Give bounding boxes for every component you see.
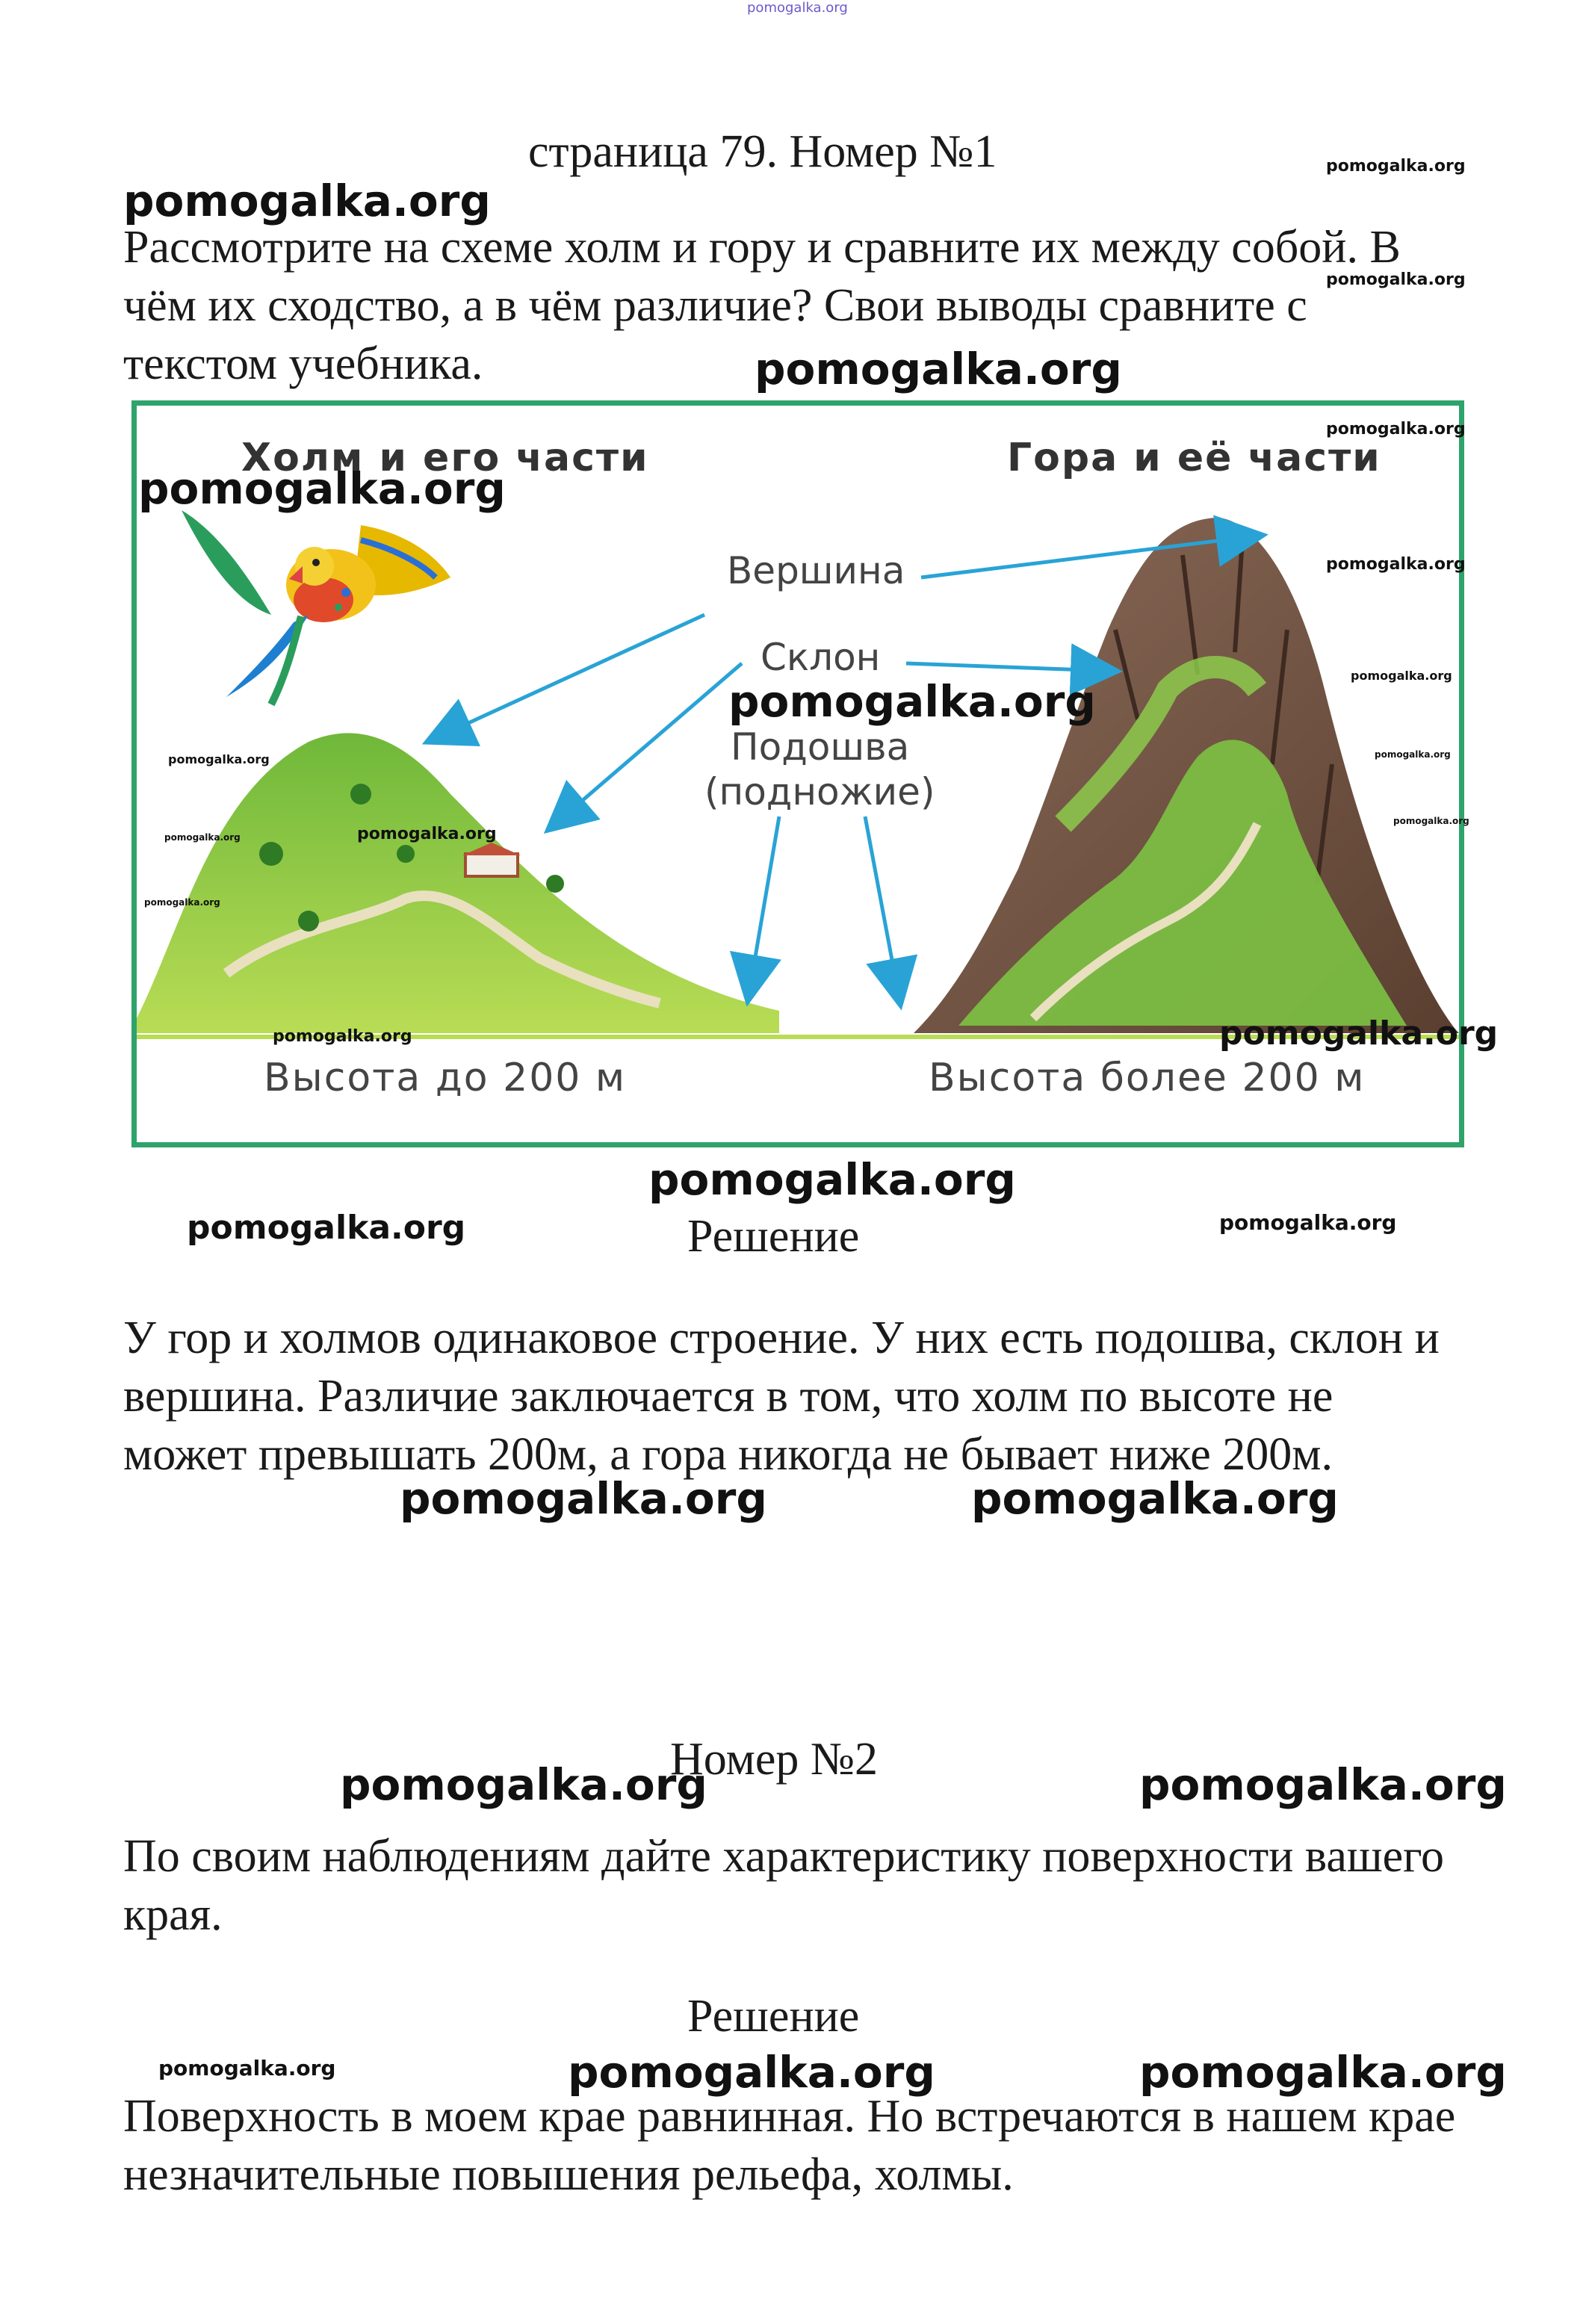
watermark: pomogalka.org (971, 1473, 1339, 1524)
task1-solution-heading: Решение (687, 1211, 860, 1262)
watermark: pomogalka.org (1219, 1210, 1397, 1235)
watermark: pomogalka.org (187, 1209, 466, 1247)
mountain-illustration (914, 518, 1459, 1033)
watermark: pomogalka.org (164, 832, 241, 843)
watermark: pomogalka.org (1139, 1759, 1507, 1810)
hill-illustration (137, 733, 779, 1033)
task2-solution: Поверхность в моем крае равнинная. Но встречаются в нашем крае незначительные повышения рельефа, холмы. (123, 2091, 1456, 2200)
term-base-alt: (подножие) (704, 770, 935, 814)
watermark: pomogalka.org (400, 1473, 767, 1524)
watermark: pomogalka.org (568, 2047, 935, 2098)
task1-solution: У гор и холмов одинаковое строение. У них есть подошва, склон и вершина. Различие заключается в том, что холм по высоте не может превышать 200м, а гора никогда не бывает ниже 200м. (123, 1313, 1440, 1480)
watermark: pomogalka.org (1219, 1014, 1499, 1053)
hill-title: Холм и его части (241, 436, 649, 480)
watermark: pomogalka.org (138, 463, 506, 514)
watermark: pomogalka.org (273, 1027, 412, 1046)
task1-question: Рассмотрите на схеме холм и гору и сравните их между собой. В чём их сходство, а в чём различие? Свои выводы сравните с текстом учебника. (123, 222, 1401, 389)
mountain-title: Гора и её части (1007, 436, 1381, 480)
mountain-height: Высота более 200 м (929, 1056, 1366, 1100)
term-peak: Вершина (727, 549, 905, 592)
parrot-illustration (182, 510, 450, 704)
watermark: pomogalka.org (340, 1759, 707, 1810)
arrow-mountain-base (865, 817, 899, 996)
watermark: pomogalka.org (1139, 2047, 1507, 2098)
watermark: pomogalka.org (158, 2056, 336, 2080)
watermark: pomogalka.org (728, 676, 1096, 727)
watermark: pomogalka.org (1375, 749, 1451, 760)
watermark: pomogalka.org (357, 825, 497, 843)
top-watermark: pomogalka.org (747, 0, 848, 16)
watermark: pomogalka.org (1326, 420, 1466, 439)
watermark: pomogalka.org (168, 752, 270, 766)
task2-question: По своим наблюдениям дайте характеристику поверхности вашего края. (123, 1831, 1444, 1940)
watermark: pomogalka.org (1393, 816, 1469, 826)
hill-height: Высота до 200 м (264, 1056, 627, 1100)
arrow-hill-peak (436, 615, 704, 738)
term-slope: Склон (761, 636, 881, 679)
watermark: pomogalka.org (1326, 157, 1466, 176)
task2-solution-heading: Решение (687, 1991, 860, 2042)
task1-heading: страница 79. Номер №1 (528, 126, 997, 177)
watermark: pomogalka.org (1326, 555, 1466, 574)
watermark: pomogalka.org (755, 344, 1122, 394)
watermark: pomogalka.org (1351, 669, 1452, 683)
watermark: pomogalka.org (1326, 270, 1466, 289)
watermark: pomogalka.org (648, 1154, 1016, 1205)
task2-heading: Номер №2 (670, 1734, 879, 1785)
arrow-mountain-slope (906, 663, 1108, 671)
watermark: pomogalka.org (144, 897, 220, 908)
watermark: pomogalka.org (123, 176, 491, 226)
arrow-hill-base (749, 817, 779, 992)
term-base: Подошва (731, 725, 910, 769)
